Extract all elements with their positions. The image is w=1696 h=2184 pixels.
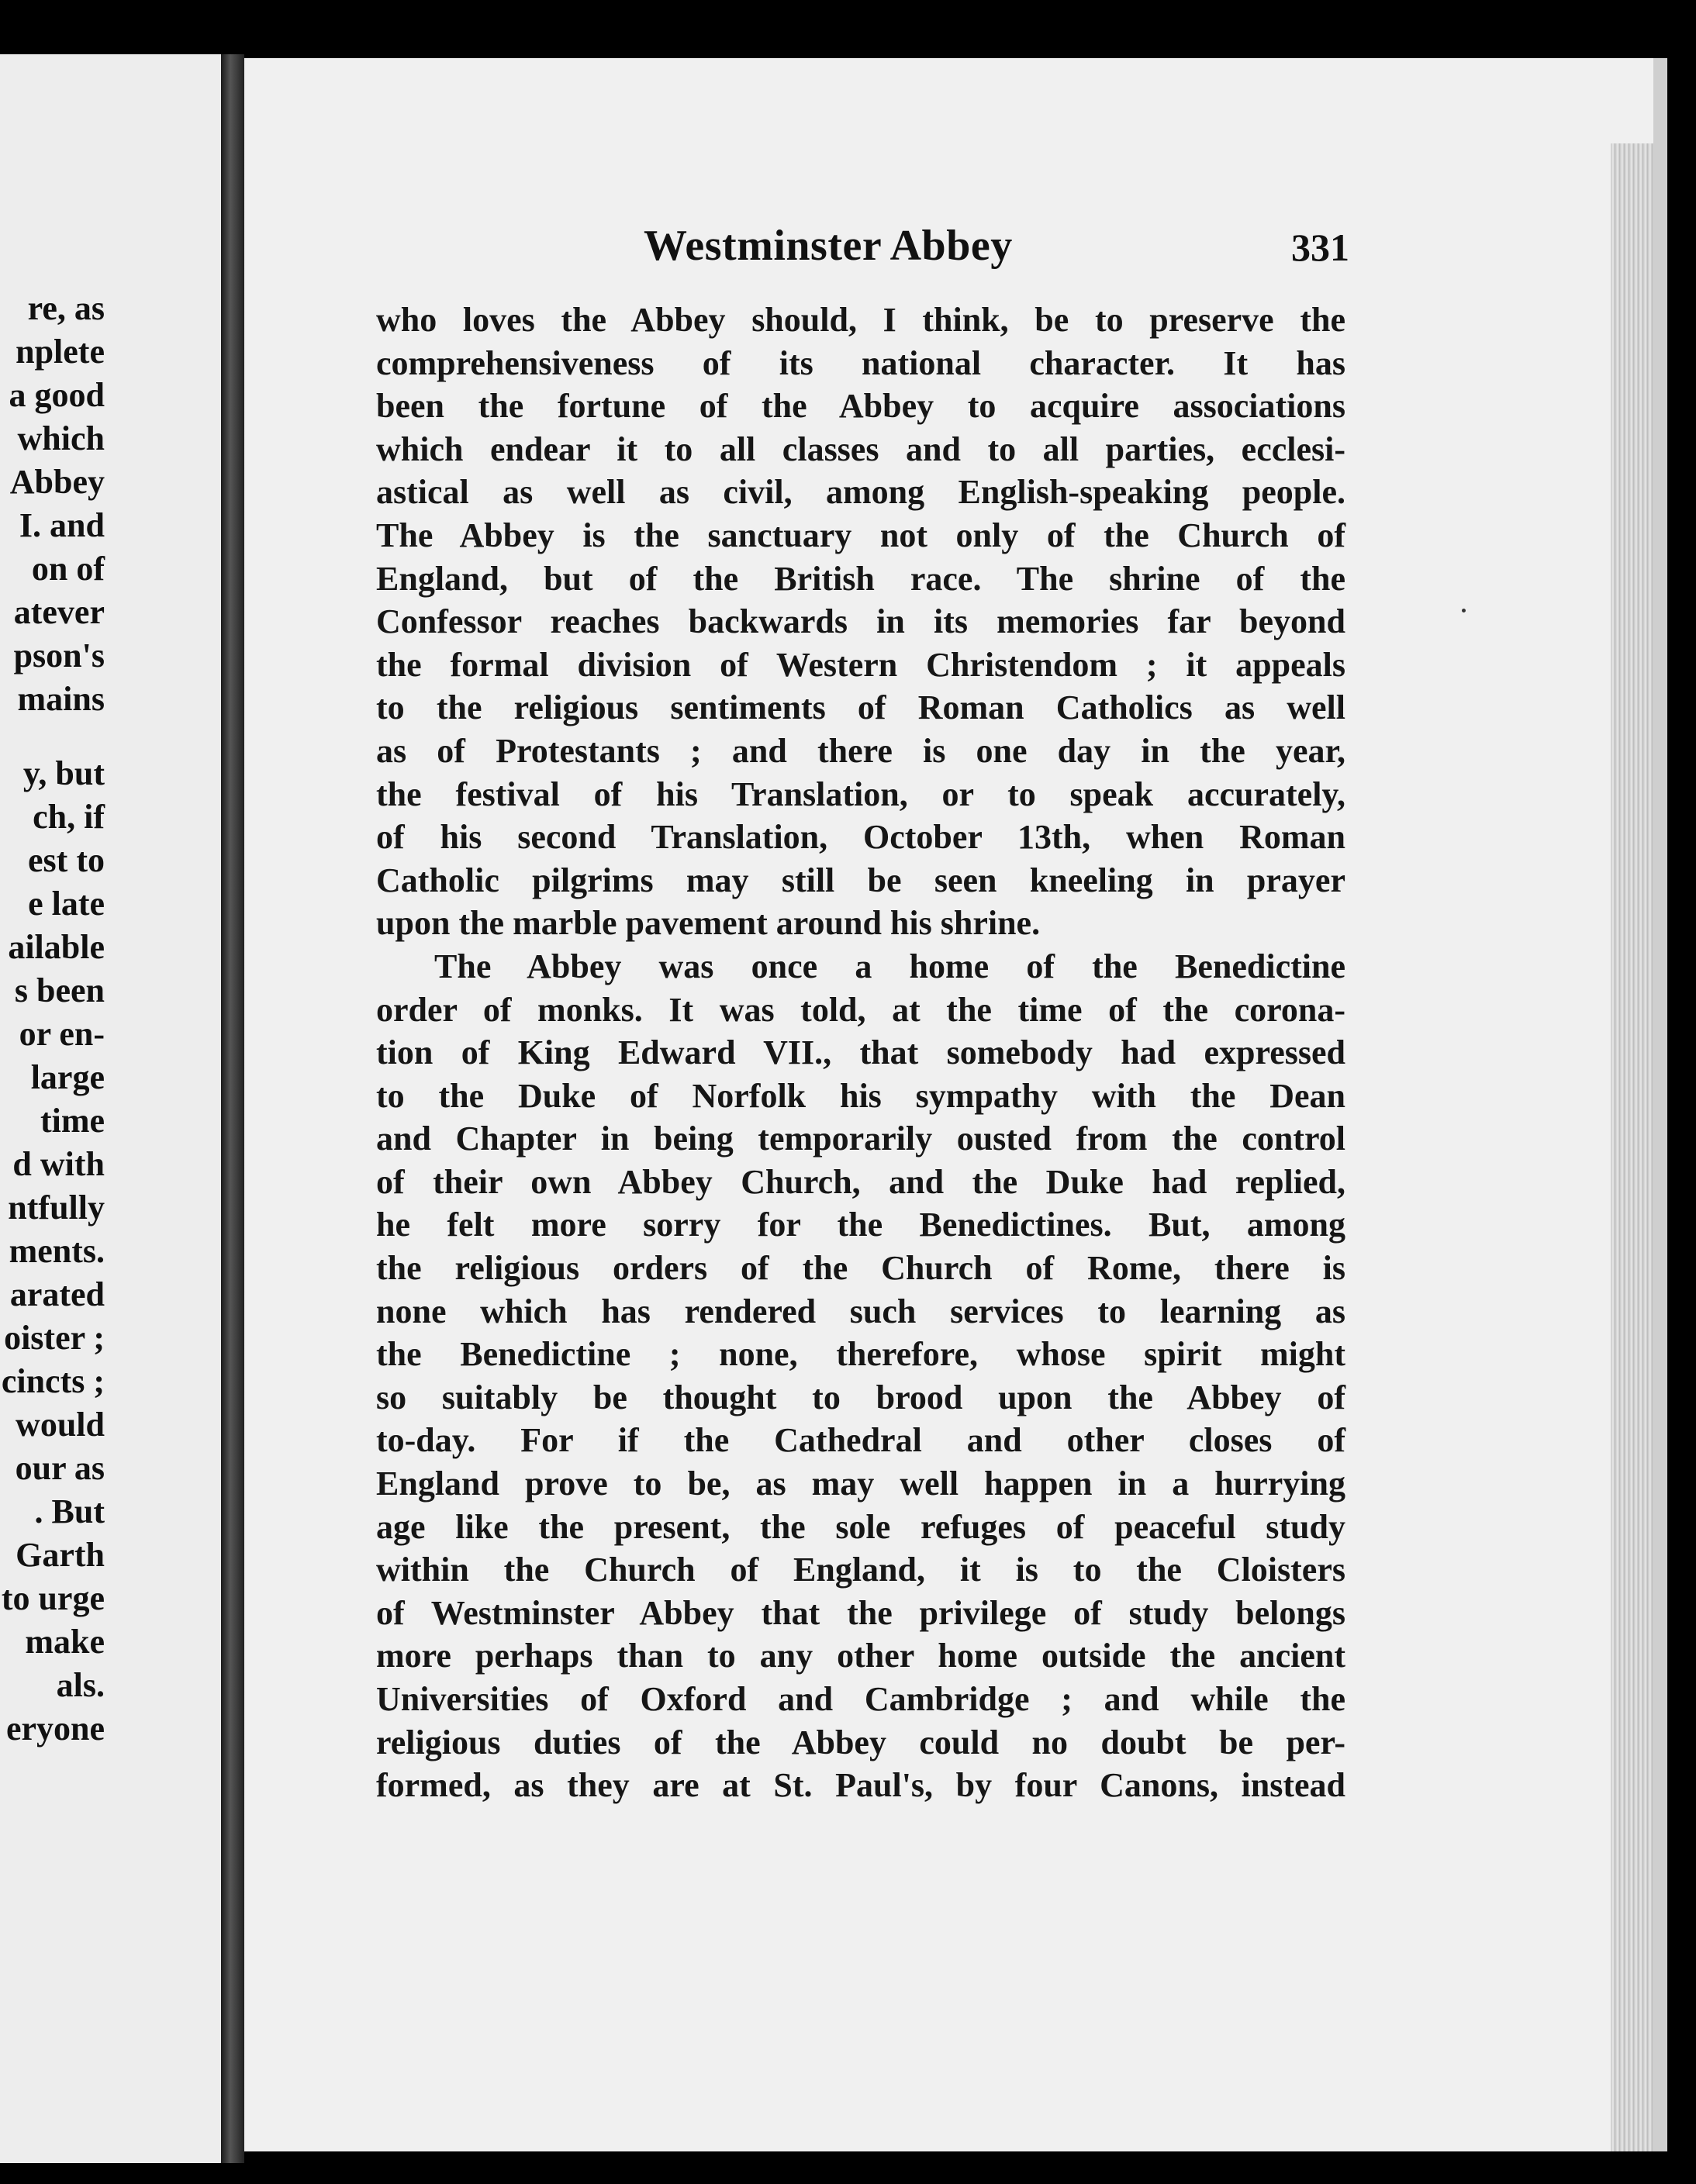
facing-line: to urge [1,1579,105,1617]
facing-line: Abbey [9,463,105,501]
facing-line: pson's [13,637,105,675]
text-line: The Abbey is the sanctuary not only of the Church of [376,516,1345,554]
body-text [376,298,1345,1807]
facing-line: oister ; [4,1319,105,1357]
facing-line: e late [28,885,105,923]
facing-page [0,54,221,2163]
text-line: The Abbey was once a home of the Benedictine [434,947,1345,985]
facing-line: atever [13,593,105,631]
text-line: England prove to be, as may well happen in a hurrying [376,1465,1345,1503]
text-line: the festival of his Translation, or to speak accurately, [376,775,1345,813]
facing-line: make [25,1623,105,1661]
facing-line: ntfully [8,1189,105,1227]
facing-line: large [30,1058,105,1096]
text-line: to the Duke of Norfolk his sympathy with the Dean [376,1076,1345,1115]
facing-line: als. [56,1666,105,1704]
book-gutter [221,54,244,2163]
text-line: who loves the Abbey should, I think, be to preserve the [376,301,1345,339]
text-line: religious duties of the Abbey could no doubt be per- [376,1723,1345,1761]
text-line: tion of King Edward VII., that somebody had expressed [376,1033,1345,1072]
page-edges [1611,143,1653,2151]
facing-page-text [0,287,221,1751]
text-line: the religious orders of the Church of Rome, there is [376,1249,1345,1288]
facing-line: our as [15,1449,105,1487]
text-line: which endear it to all classes and to all parties, ecclesi- [376,430,1345,468]
facing-line: on of [31,550,105,588]
text-line: age like the present, the sole refuges of peaceful study [376,1507,1345,1546]
facing-line: I. and [19,506,105,544]
facing-line: a good [9,376,105,414]
text-line: order of monks. It was told, at the time of the corona- [376,990,1345,1029]
facing-line: cincts ; [1,1362,105,1400]
text-line: the Benedictine ; none, therefore, whose spirit might [376,1335,1345,1374]
text-line: of their own Abbey Church, and the Duke had replied, [376,1162,1345,1201]
text-line: upon the marble pavement around his shrine. [376,904,1041,943]
facing-line: y, but [22,754,105,792]
text-line: of his second Translation, October 13th, when Roman [376,818,1345,857]
facing-line: or en- [19,1015,105,1053]
text-line: to-day. For if the Cathedral and other closes of [376,1421,1345,1460]
text-line: of Westminster Abbey that the privilege of study belongs [376,1593,1345,1632]
facing-line: arated [9,1275,105,1313]
text-line: England, but of the British race. The shrine of the [376,559,1345,598]
running-head: Westminster Abbey [644,222,1013,270]
facing-line: d with [12,1145,105,1183]
facing-line: would [16,1406,105,1444]
text-line: as of Protestants ; and there is one day in the year, [376,731,1345,770]
facing-line: time [40,1102,105,1140]
facing-line: . But [34,1492,105,1530]
text-line: the formal division of Western Christendom ; it appeals [376,645,1345,684]
facing-line: ments. [9,1232,105,1270]
text-line: Catholic pilgrims may still be seen kneeling in prayer [376,861,1345,899]
facing-line: eryone [5,1710,105,1748]
speck-mark [1462,609,1466,612]
text-line: formed, as they are at St. Paul's, by four Canons, instead [376,1766,1345,1805]
text-line: within the Church of England, it is to the Cloisters [376,1551,1345,1589]
facing-line: which [17,419,105,457]
text-line: astical as well as civil, among English-speaking people. [376,473,1345,512]
text-line: comprehensiveness of its national character. It has [376,343,1345,382]
facing-line: s been [14,971,105,1009]
text-line: Universities of Oxford and Cambridge ; and while the [376,1680,1345,1718]
text-line: more perhaps than to any other home outside the ancient [376,1637,1345,1675]
text-line: to the religious sentiments of Roman Catholics as well [376,688,1345,727]
facing-line: Garth [16,1536,105,1574]
facing-line: ailable [8,928,105,966]
page-number: 331 [1291,226,1349,269]
text-line: none which has rendered such services to learning as [376,1292,1345,1330]
facing-line: nplete [16,333,105,371]
facing-line: mains [17,680,105,718]
text-line: so suitably be thought to brood upon the Abbey of [376,1378,1345,1416]
facing-line: re, as [27,289,105,327]
facing-line: ch, if [33,798,105,836]
text-line: and Chapter in being temporarily ousted from the control [376,1120,1345,1158]
text-line: he felt more sorry for the Benedictines. But, among [376,1206,1345,1244]
facing-line: est to [28,841,105,879]
text-line: been the fortune of the Abbey to acquire associations [376,387,1345,426]
text-line: Confessor reaches backwards in its memories far beyond [376,602,1345,641]
